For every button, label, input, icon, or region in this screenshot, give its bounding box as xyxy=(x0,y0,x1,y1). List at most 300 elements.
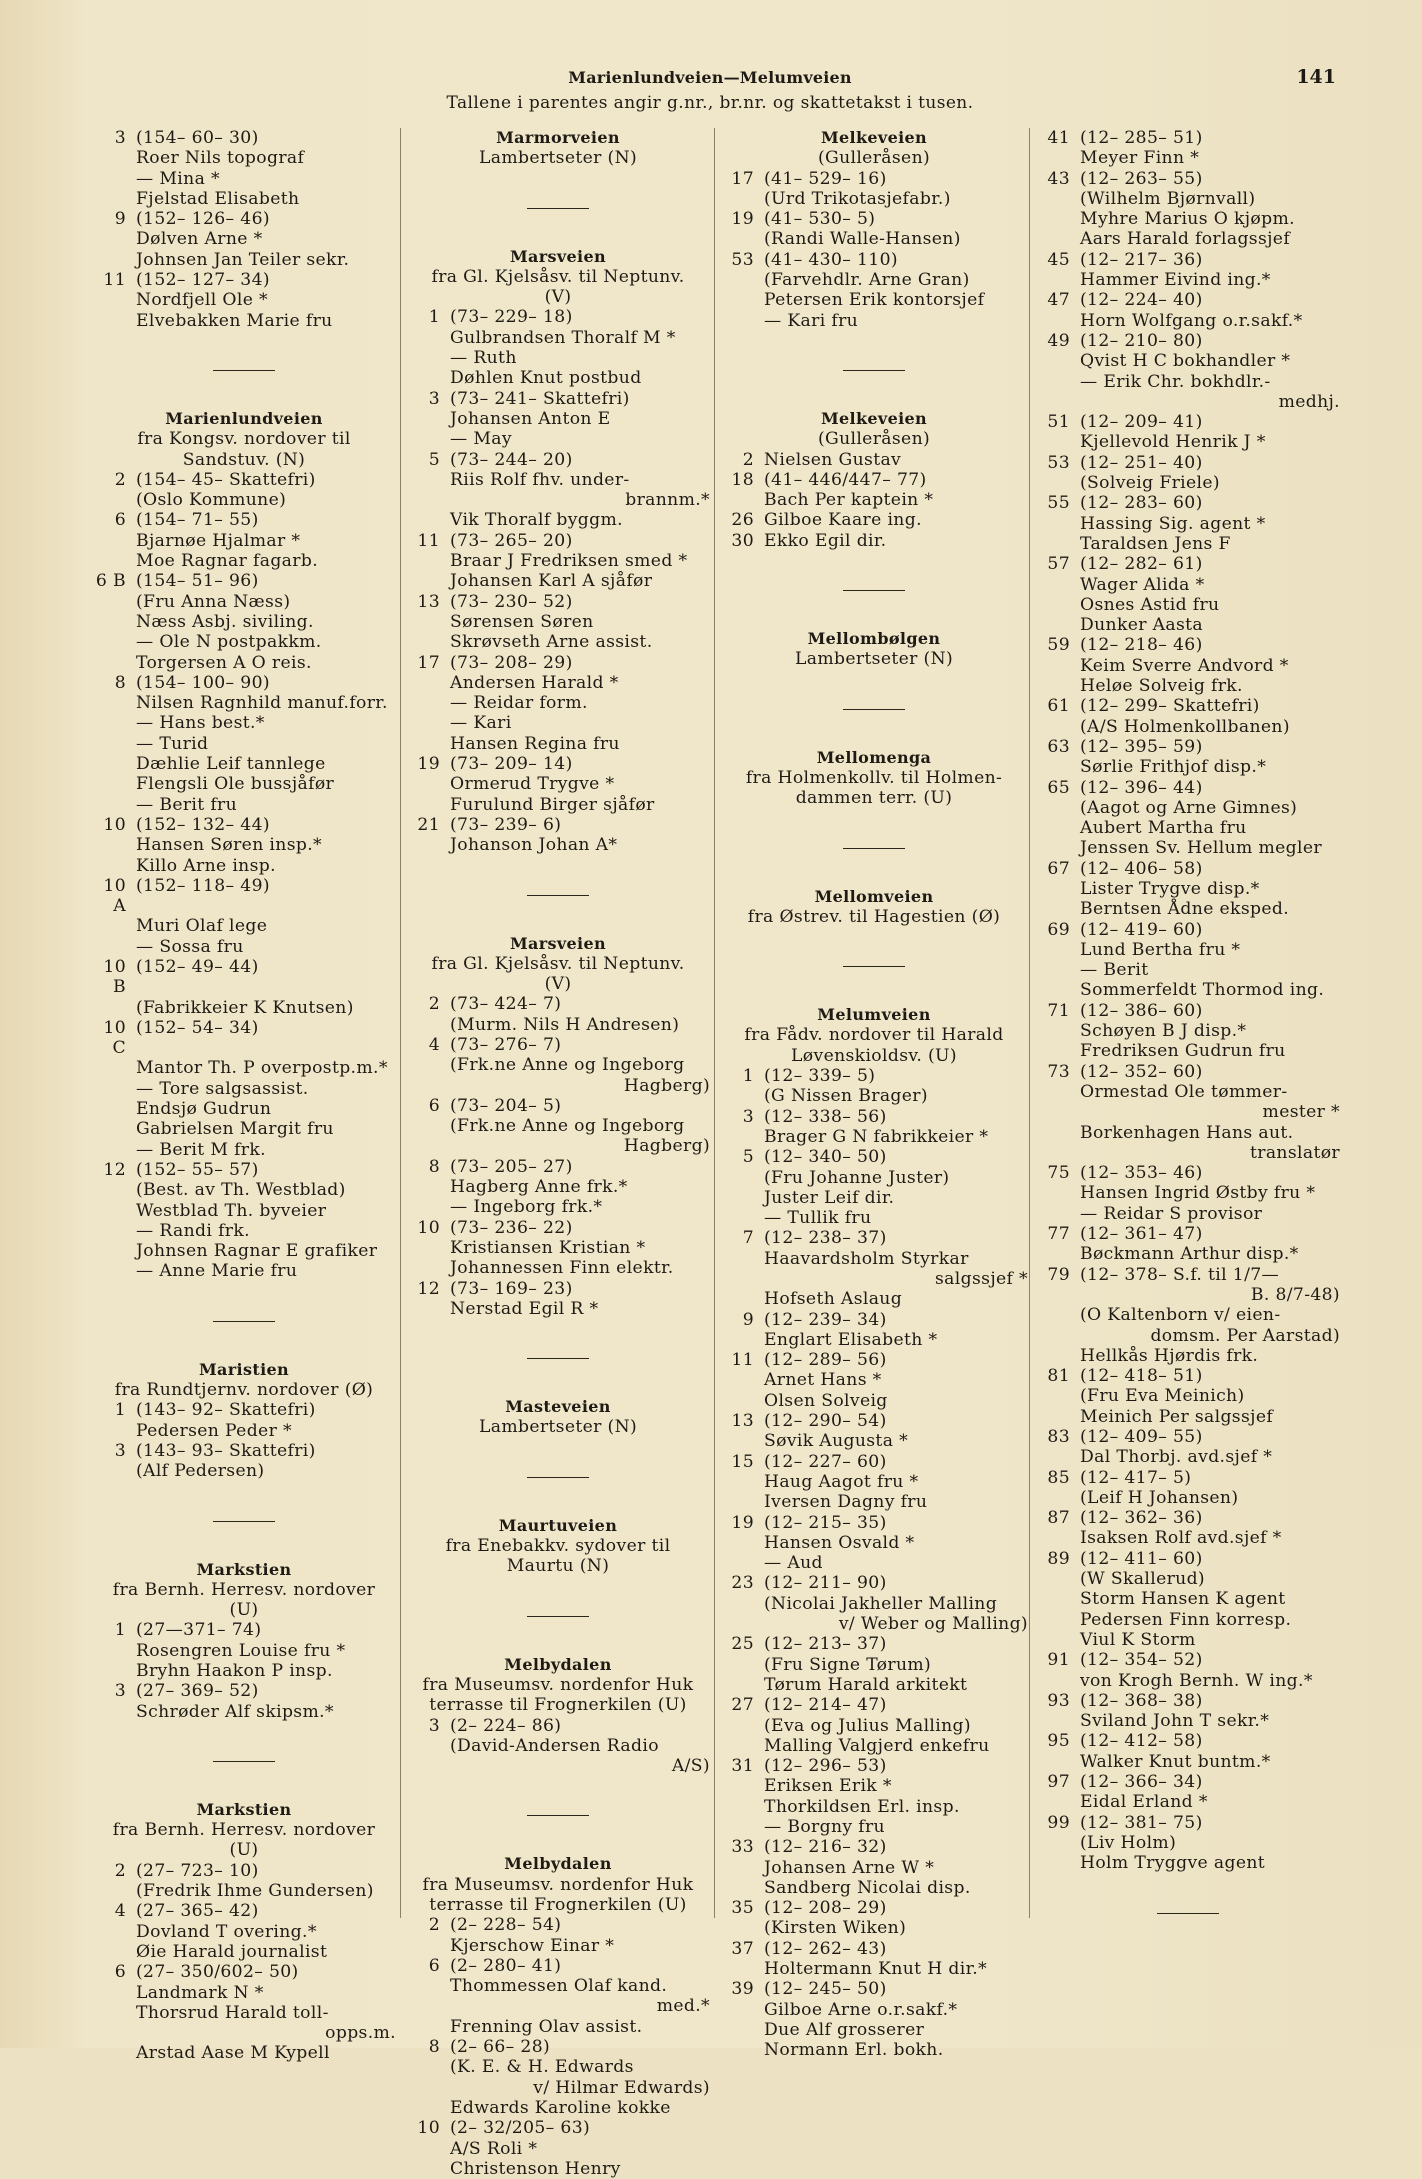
street-description: Maurtu (N) xyxy=(506,1556,610,1577)
resident-line: (Fru Anna Næss) xyxy=(136,591,291,612)
street-heading: Maristien xyxy=(198,1359,290,1379)
entry-text: (154– 100– 90) xyxy=(136,672,270,693)
street-heading: Mellombølgen xyxy=(807,629,941,649)
house-number: 95 xyxy=(1047,1731,1070,1752)
entry-text: (12– 368– 38) xyxy=(1080,1690,1203,1711)
street-description: fra Museumsv. nordenfor Huk xyxy=(422,1674,694,1695)
house-number: 83 xyxy=(1047,1427,1070,1447)
address-entry xyxy=(720,169,1028,189)
resident-line: — Erik Chr. bokhdlr.- xyxy=(1080,371,1271,392)
street-heading: Marmorveien xyxy=(496,128,620,147)
street-description: terrasse til Frognerkilen (U) xyxy=(429,1695,687,1716)
street-description: (U) xyxy=(229,1840,259,1861)
resident-line: Bjarnøe Hjalmar * xyxy=(136,530,301,551)
page-subtitle: Tallene i parentes angir g.nr., br.nr. og skattetakst i tusen. xyxy=(446,93,974,113)
address-entry xyxy=(92,1441,396,1461)
address-entry xyxy=(1036,493,1340,513)
resident-line: Edwards Karoline kokke xyxy=(450,2097,671,2118)
entry-text: (152– 118– 49) xyxy=(136,875,270,896)
house-number: 27 xyxy=(731,1695,754,1716)
section-divider xyxy=(527,1477,589,1478)
entry-text: (12– 299– Skattefri) xyxy=(1080,696,1260,717)
entry-text: (73– 169– 23) xyxy=(450,1278,573,1299)
entry-text: (27– 723– 10) xyxy=(136,1860,259,1881)
entry-text: (73– 229– 18) xyxy=(450,307,573,328)
continuation-line: B. 8/7-48) xyxy=(1250,1284,1340,1305)
house-number: 2 xyxy=(742,449,754,470)
street-heading: Maurtuveien xyxy=(498,1515,618,1535)
entry-text: (12– 381– 75) xyxy=(1080,1812,1203,1833)
resident-line: Fjelstad Elisabeth xyxy=(136,188,300,209)
resident-line: (A/S Holmenkollbanen) xyxy=(1080,716,1290,737)
house-number: 51 xyxy=(1047,412,1070,433)
address-entry xyxy=(92,957,396,998)
house-number: 3 xyxy=(114,128,126,148)
resident-line: Nilsen Ragnhild manuf.forr. xyxy=(136,693,388,714)
resident-line: Qvist H C bokhandler * xyxy=(1080,351,1291,372)
street-description: (U) xyxy=(229,1600,259,1621)
street-heading: Melbydalen xyxy=(504,1654,612,1674)
street-heading: Melkeveien xyxy=(820,408,928,428)
entry-text: (12– 396– 44) xyxy=(1080,777,1203,798)
resident-line: Ormestad Ole tømmer- xyxy=(1080,1081,1288,1102)
resident-line: — Aud xyxy=(764,1553,823,1574)
entry-text: (73– 239– 6) xyxy=(450,814,562,835)
address-entry xyxy=(1036,1224,1340,1244)
resident-line: Viul K Storm xyxy=(1080,1629,1196,1650)
resident-line: Borkenhagen Hans aut. xyxy=(1080,1122,1294,1143)
address-entry xyxy=(720,1513,1028,1533)
resident-line: Petersen Erik kontorsjef xyxy=(764,290,985,311)
entry-text: (12– 366– 34) xyxy=(1080,1772,1203,1793)
section-divider xyxy=(843,370,905,371)
house-number: 10 xyxy=(417,2118,440,2139)
continuation-line: mester * xyxy=(1262,1102,1340,1123)
resident-line: Christenson Henry xyxy=(450,2158,621,2179)
address-entry xyxy=(406,1716,710,1736)
street-description: Lambertseter (N) xyxy=(794,649,954,670)
entry-text: (152– 127– 34) xyxy=(136,270,270,291)
entry-text: (12– 353– 46) xyxy=(1080,1163,1203,1184)
entry-text: (27– 365– 42) xyxy=(136,1901,259,1922)
resident-line: (Liv Holm) xyxy=(1080,1832,1177,1853)
house-number: 10 A xyxy=(103,875,126,917)
resident-line: Bryhn Haakon P insp. xyxy=(136,1661,333,1681)
entry-text: (12– 386– 60) xyxy=(1080,1000,1203,1021)
resident-line: (O Kaltenborn v/ eien- xyxy=(1080,1305,1281,1326)
address-entry xyxy=(406,389,710,409)
resident-line: A/S Roli * xyxy=(450,2138,538,2159)
resident-line: Arstad Aase M Kypell xyxy=(136,2043,330,2064)
resident-line: (Fabrikkeier K Knutsen) xyxy=(136,997,354,1018)
address-entry xyxy=(406,1157,710,1177)
continuation-line: v/ Weber og Malling) xyxy=(838,1614,1028,1635)
entry-text: (12– 245– 50) xyxy=(764,1979,887,2000)
street-heading: Marsveien xyxy=(509,246,607,266)
entry-text: (27– 369– 52) xyxy=(136,1681,259,1702)
entry-text: (73– 230– 52) xyxy=(450,591,573,612)
resident-line: Heløe Solveig frk. xyxy=(1080,676,1243,697)
house-number: 8 xyxy=(428,1156,440,1177)
address-entry xyxy=(1036,1549,1340,1569)
entry-text: (12– 214– 47) xyxy=(764,1695,887,1716)
address-entry xyxy=(1036,169,1340,189)
house-number: 65 xyxy=(1047,777,1070,798)
house-number: 61 xyxy=(1047,696,1070,717)
resident-line: Døhlen Knut postbud xyxy=(450,368,642,389)
section-divider xyxy=(213,1761,275,1762)
address-entry xyxy=(92,1018,396,1059)
address-entry xyxy=(720,1310,1028,1330)
house-number: 63 xyxy=(1047,736,1070,757)
house-number: 55 xyxy=(1047,493,1070,514)
address-entry xyxy=(720,1837,1028,1857)
house-number: 21 xyxy=(417,814,440,835)
house-number: 9 xyxy=(742,1309,754,1330)
house-number: 71 xyxy=(1047,1000,1070,1021)
address-entry xyxy=(92,209,396,229)
resident-line: — Reidar S provisor xyxy=(1080,1203,1263,1224)
address-entry xyxy=(406,531,710,551)
resident-line: Endsjø Gudrun xyxy=(136,1099,272,1120)
entry-text: (73– 424– 7) xyxy=(450,994,562,1015)
house-number: 10 xyxy=(103,814,126,835)
address-entry xyxy=(406,307,710,327)
address-entry xyxy=(720,1695,1028,1715)
entry-text: (12– 239– 34) xyxy=(764,1309,887,1330)
resident-line: Johnsen Ragnar E grafiker xyxy=(136,1241,378,1262)
address-entry xyxy=(92,1861,396,1881)
house-number: 25 xyxy=(731,1634,754,1655)
resident-line: Landmark N * xyxy=(136,1982,264,2003)
address-entry xyxy=(720,450,1028,470)
continuation-line: Hagberg) xyxy=(623,1136,710,1157)
house-number: 39 xyxy=(731,1979,754,2000)
house-number: 3 xyxy=(428,388,440,409)
resident-line: Arnet Hans * xyxy=(764,1370,882,1391)
resident-line: Dunker Aasta xyxy=(1080,615,1204,636)
column-divider xyxy=(714,128,715,1918)
resident-line: Thorkildsen Erl. insp. xyxy=(764,1796,960,1817)
house-number: 11 xyxy=(731,1350,754,1371)
entry-text: (12– 411– 60) xyxy=(1080,1548,1203,1569)
resident-line: Iversen Dagny fru xyxy=(764,1492,928,1513)
entry-text: (152– 55– 57) xyxy=(136,1159,259,1180)
address-entry xyxy=(406,1915,710,1935)
resident-line: Moe Ragnar fagarb. xyxy=(136,551,319,572)
resident-line: Ormerud Trygve * xyxy=(450,774,615,795)
entry-text: (12– 218– 46) xyxy=(1080,635,1203,656)
address-entry xyxy=(720,1452,1028,1472)
resident-line: Hansen Regina fru xyxy=(450,733,620,754)
resident-line: Kjellevold Henrik J * xyxy=(1080,432,1266,453)
address-entry xyxy=(406,1035,710,1055)
street-description: Sandstuv. (N) xyxy=(182,449,306,470)
house-number: 7 xyxy=(742,1228,754,1249)
entry-text: (154– 60– 30) xyxy=(136,128,259,148)
resident-line: Nerstad Egil R * xyxy=(450,1298,599,1319)
house-number: 67 xyxy=(1047,858,1070,879)
entry-text: (27– 350/602– 50) xyxy=(136,1962,299,1983)
street-description: fra Gl. Kjelsåsv. til Neptunv. xyxy=(431,266,685,287)
resident-line: Hansen Osvald * xyxy=(764,1532,915,1553)
resident-line: Roer Nils topograf xyxy=(136,148,305,169)
entry-text: Gilboe Kaare ing. xyxy=(764,510,922,531)
resident-line: Storm Hansen K agent xyxy=(1080,1589,1286,1610)
house-number: 2 xyxy=(114,469,126,490)
house-number: 6 xyxy=(428,1095,440,1116)
street-heading: Marienlundveien xyxy=(165,408,323,428)
entry-text: (41– 430– 110) xyxy=(764,249,898,270)
resident-line: Englart Elisabeth * xyxy=(764,1329,938,1350)
address-entry xyxy=(720,1573,1028,1593)
house-number: 13 xyxy=(731,1411,754,1432)
address-entry xyxy=(720,1147,1028,1167)
continuation-line: Hagberg) xyxy=(623,1075,710,1096)
house-number: 10 xyxy=(417,1217,440,1238)
resident-line: Dæhlie Leif tannlege xyxy=(136,754,326,775)
street-description: fra Rundtjernv. nordover (Ø) xyxy=(114,1380,374,1401)
address-entry xyxy=(92,1620,396,1640)
column-divider xyxy=(400,128,401,1918)
entry-text: (73– 265– 20) xyxy=(450,530,573,551)
entry-text: (12– 290– 54) xyxy=(764,1411,887,1432)
address-entry xyxy=(1036,778,1340,798)
street-heading: Masteveien xyxy=(505,1397,611,1417)
house-number: 93 xyxy=(1047,1690,1070,1711)
resident-line: Schrøder Alf skipsm.* xyxy=(136,1701,334,1722)
house-number: 89 xyxy=(1047,1548,1070,1569)
address-entry xyxy=(720,250,1028,270)
house-number: 33 xyxy=(731,1837,754,1858)
resident-line: (Nicolai Jakheller Malling xyxy=(764,1593,998,1614)
address-entry xyxy=(720,1898,1028,1918)
section-divider xyxy=(843,966,905,967)
house-number: 1 xyxy=(428,307,440,328)
street-description: fra Enebakkv. sydover til xyxy=(445,1536,671,1557)
house-number: 17 xyxy=(417,652,440,673)
continuation-line: v/ Hilmar Edwards) xyxy=(533,2077,710,2098)
street-description: fra Bernh. Herresv. nordover xyxy=(112,1579,376,1600)
column-divider xyxy=(1029,128,1030,1918)
section-divider xyxy=(843,848,905,849)
entry-text: (152– 132– 44) xyxy=(136,814,270,835)
street-description: (V) xyxy=(544,287,572,308)
house-number: 87 xyxy=(1047,1508,1070,1529)
address-entry xyxy=(1036,1062,1340,1082)
street-description: (Gulleråsen) xyxy=(817,429,931,450)
resident-line: — Kari xyxy=(450,713,512,734)
entry-text: (12– 419– 60) xyxy=(1080,919,1203,940)
resident-line: Hassing Sig. agent * xyxy=(1080,513,1266,534)
entry-text: (12– 209– 41) xyxy=(1080,412,1203,433)
entry-text: (12– 338– 56) xyxy=(764,1106,887,1127)
house-number: 79 xyxy=(1047,1264,1070,1285)
resident-line: (Murm. Nils H Andresen) xyxy=(450,1014,680,1035)
resident-line: Pedersen Finn korresp. xyxy=(1080,1609,1292,1630)
house-number: 47 xyxy=(1047,290,1070,311)
entry-text: (73– 276– 7) xyxy=(450,1034,562,1055)
resident-line: Kristiansen Kristian * xyxy=(450,1237,646,1258)
address-entry xyxy=(1036,1427,1340,1447)
resident-line: — Berit xyxy=(1080,960,1149,981)
house-number: 1 xyxy=(114,1620,126,1641)
continuation-line: salgssjef * xyxy=(935,1268,1028,1289)
street-description: fra Fådv. nordover til Harald xyxy=(744,1025,1004,1046)
resident-line: — Kari fru xyxy=(764,310,859,331)
page-title: Marienlundveien—Melumveien xyxy=(568,68,852,87)
house-number: 81 xyxy=(1047,1366,1070,1387)
resident-line: Normann Erl. bokh. xyxy=(764,2040,944,2061)
entry-text: (152– 126– 46) xyxy=(136,209,270,230)
street-heading: Markstien xyxy=(196,1559,292,1579)
house-number: 8 xyxy=(428,2037,440,2058)
address-entry xyxy=(720,1411,1028,1431)
address-entry xyxy=(92,876,396,917)
entry-text: (12– 339– 5) xyxy=(764,1066,876,1087)
address-entry xyxy=(720,470,1028,490)
house-number: 12 xyxy=(103,1159,126,1180)
entry-text: (73– 241– Skattefri) xyxy=(450,388,630,409)
resident-line: — Berit M frk. xyxy=(136,1139,266,1160)
resident-line: Bach Per kaptein * xyxy=(764,490,934,511)
resident-line: Hammer Eivind ing.* xyxy=(1080,270,1271,291)
entry-text: (143– 93– Skattefri) xyxy=(136,1440,316,1461)
house-number: 91 xyxy=(1047,1650,1070,1671)
entry-text: (73– 236– 22) xyxy=(450,1217,573,1238)
entry-text: (12– 224– 40) xyxy=(1080,290,1203,311)
resident-line: Due Alf grosserer xyxy=(764,2019,925,2040)
resident-line: von Krogh Bernh. W ing.* xyxy=(1080,1670,1313,1691)
resident-line: (Urd Trikotasjefabr.) xyxy=(764,188,951,209)
entry-text: (12– 361– 47) xyxy=(1080,1224,1203,1245)
continuation-line: A/S) xyxy=(671,1756,710,1777)
resident-line: (G Nissen Brager) xyxy=(764,1086,928,1107)
resident-line: Wager Alida * xyxy=(1080,574,1205,595)
entry-text: Ekko Egil dir. xyxy=(764,530,887,551)
entry-text: (41– 446/447– 77) xyxy=(764,469,927,490)
section-divider xyxy=(843,590,905,591)
entry-text: (12– 263– 55) xyxy=(1080,168,1203,189)
resident-line: Braar J Fredriksen smed * xyxy=(450,551,688,572)
house-number: 26 xyxy=(731,510,754,531)
house-number: 49 xyxy=(1047,330,1070,351)
continuation-line: medhj. xyxy=(1278,391,1340,412)
resident-line: Eriksen Erik * xyxy=(764,1776,892,1797)
address-entry xyxy=(720,1228,1028,1248)
section-divider xyxy=(843,709,905,710)
resident-line: Riis Rolf fhv. under- xyxy=(450,469,630,490)
address-entry xyxy=(92,1400,396,1420)
section-divider xyxy=(213,1321,275,1322)
continuation-line: domsm. Per Aarstad) xyxy=(1150,1325,1340,1346)
address-entry xyxy=(720,1107,1028,1127)
street-heading: Melumveien xyxy=(817,1005,931,1025)
page-number: 141 xyxy=(1296,66,1336,88)
resident-line: Eidal Erland * xyxy=(1080,1792,1208,1813)
entry-text: (2– 32/205– 63) xyxy=(450,2118,591,2139)
entry-text: (73– 204– 5) xyxy=(450,1095,562,1116)
resident-line: Bøckmann Arthur disp.* xyxy=(1080,1244,1299,1265)
resident-line: Meyer Finn * xyxy=(1080,148,1200,169)
resident-line: (Fredrik Ihme Gundersen) xyxy=(136,1881,374,1902)
resident-line: Fredriksen Gudrun fru xyxy=(1080,1041,1286,1062)
house-number: 4 xyxy=(114,1901,126,1922)
entry-text: (2– 228– 54) xyxy=(450,1915,562,1936)
resident-line: Schøyen B J disp.* xyxy=(1080,1021,1247,1042)
resident-line: — Berit fru xyxy=(136,794,238,815)
entry-text: (154– 71– 55) xyxy=(136,510,259,531)
entry-text: (12– 251– 40) xyxy=(1080,452,1203,473)
house-number: 15 xyxy=(731,1451,754,1472)
resident-line: Isaksen Rolf avd.sjef * xyxy=(1080,1528,1282,1549)
resident-line: Keim Sverre Andvord * xyxy=(1080,655,1289,676)
house-number: 57 xyxy=(1047,554,1070,575)
address-entry xyxy=(406,1956,710,1976)
continuation-line: opps.m. xyxy=(325,2023,396,2044)
section-divider xyxy=(527,895,589,896)
column-4 xyxy=(1036,128,1340,1952)
address-entry xyxy=(1036,1468,1340,1488)
house-number: 77 xyxy=(1047,1224,1070,1245)
resident-line: — Tullik fru xyxy=(764,1208,872,1229)
continuation-line: brannm.* xyxy=(625,490,710,511)
resident-line: Dølven Arne * xyxy=(136,229,263,250)
section-divider xyxy=(213,370,275,371)
resident-line: (Randi Walle-Hansen) xyxy=(764,229,961,250)
resident-line: Hagberg Anne frk.* xyxy=(450,1177,628,1198)
entry-text: (12– 340– 50) xyxy=(764,1147,887,1168)
address-entry xyxy=(720,531,1028,551)
address-entry xyxy=(92,1160,396,1180)
resident-line: Johansen Anton E xyxy=(450,408,611,429)
resident-line: Øie Harald journalist xyxy=(136,1941,328,1962)
house-number: 11 xyxy=(103,270,126,291)
resident-line: Haug Aagot fru * xyxy=(764,1471,919,1492)
address-entry xyxy=(92,571,396,591)
entry-text: (12– 227– 60) xyxy=(764,1451,887,1472)
section-divider xyxy=(527,1616,589,1617)
resident-line: — Randi frk. xyxy=(136,1220,250,1241)
address-entry xyxy=(92,510,396,530)
address-entry xyxy=(1036,554,1340,574)
street-description: terrasse til Frognerkilen (U) xyxy=(429,1895,687,1915)
address-entry xyxy=(1036,1265,1340,1285)
entry-text: (152– 54– 34) xyxy=(136,1017,259,1038)
entry-text: (12– 208– 29) xyxy=(764,1898,887,1919)
resident-line: Johanson Johan A* xyxy=(450,835,618,856)
house-number: 85 xyxy=(1047,1467,1070,1488)
entry-text: (12– 354– 52) xyxy=(1080,1650,1203,1671)
entry-text: (12– 289– 56) xyxy=(764,1350,887,1371)
house-number: 31 xyxy=(731,1756,754,1777)
resident-line: Berntsen Ådne eksped. xyxy=(1080,899,1290,920)
house-number: 19 xyxy=(731,1512,754,1533)
entry-text: (73– 205– 27) xyxy=(450,1156,573,1177)
address-entry xyxy=(92,673,396,693)
address-entry xyxy=(1036,696,1340,716)
house-number: 69 xyxy=(1047,919,1070,940)
resident-line: Killo Arne insp. xyxy=(136,855,276,876)
house-number: 75 xyxy=(1047,1163,1070,1184)
resident-line: Johansen Arne W * xyxy=(764,1857,935,1878)
resident-line: Westblad Th. byveier xyxy=(136,1200,327,1221)
resident-line: Aubert Martha fru xyxy=(1080,818,1247,839)
house-number: 13 xyxy=(417,591,440,612)
resident-line: Olsen Solveig xyxy=(764,1390,888,1411)
resident-line: Frenning Olav assist. xyxy=(450,2016,643,2037)
address-entry xyxy=(1036,1772,1340,1792)
